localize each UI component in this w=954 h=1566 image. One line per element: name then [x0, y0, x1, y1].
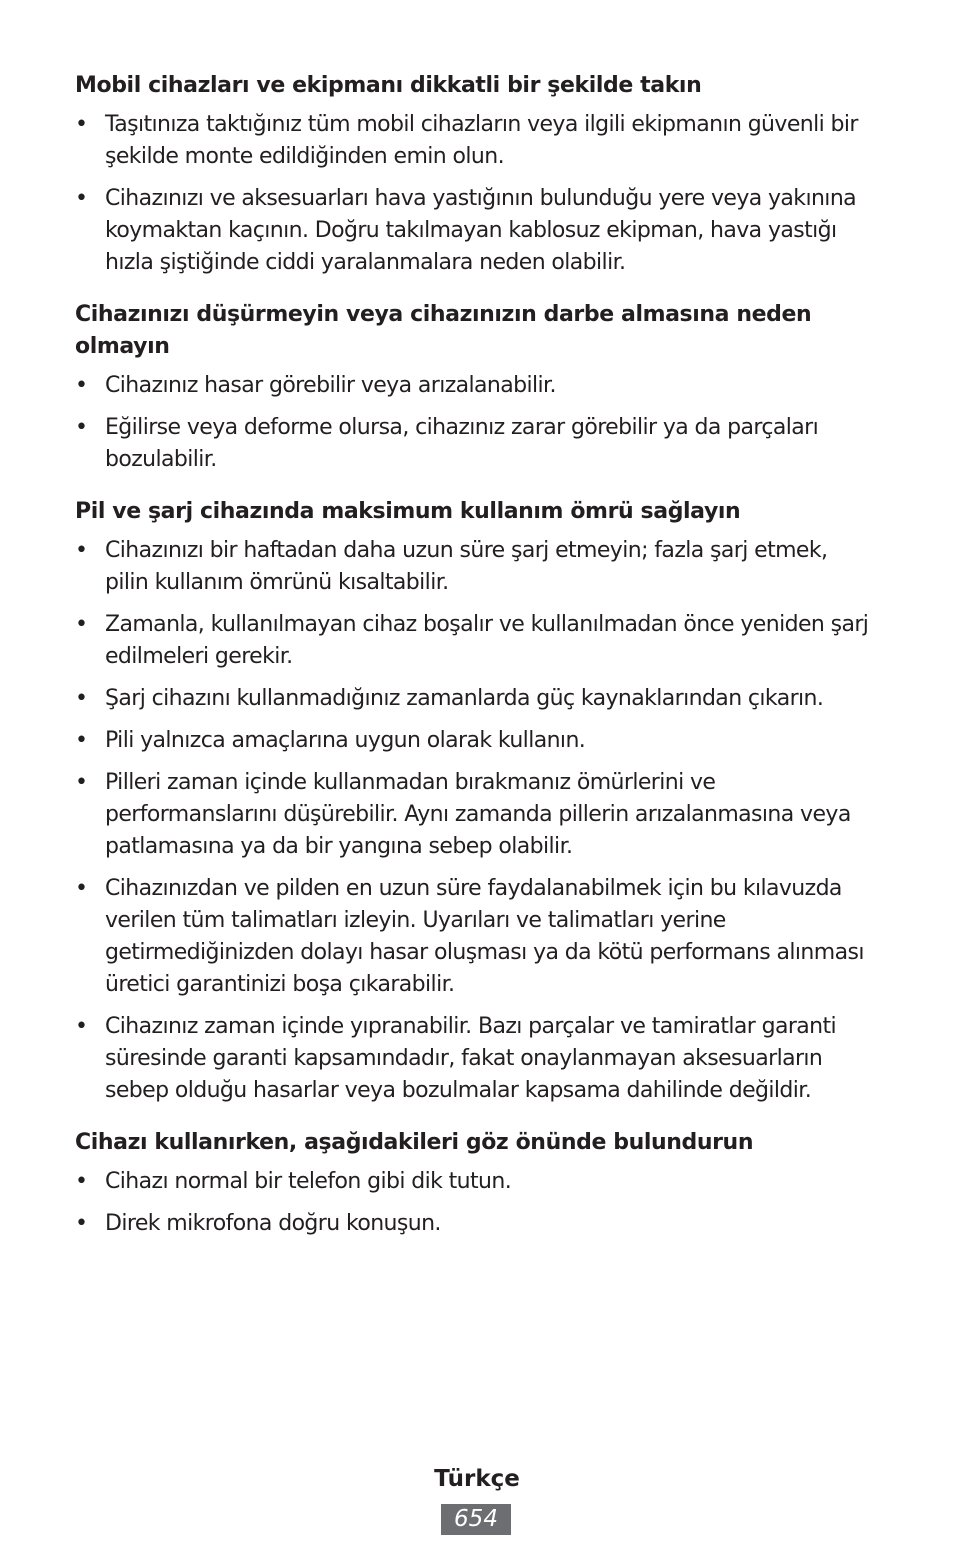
section-heading: Pil ve şarj cihazında maksimum kullanım ömrü sağlayın — [75, 499, 741, 524]
list-item-text: Cihazınızı ve aksesuarları hava yastığının bulunduğu yere veya yakınına koymaktan kaçının. Doğru takılmayan kablosuz ekipman, hava yastığı hızla şiştiğinde ciddi yaralanmalara neden olabilir. — [105, 186, 857, 275]
list-item — [75, 1011, 875, 1107]
list-item-text: Zamanla, kullanılmayan cihaz boşalır ve kullanılmadan önce yeniden şarj edilmeleri gerekir. — [105, 612, 869, 669]
bullet-icon: • — [75, 876, 88, 901]
list-item — [75, 412, 875, 476]
list-item — [75, 767, 875, 863]
list-item-text: Cihazınızı bir haftadan daha uzun süre şarj etmeyin; fazla şarj etmek, pilin kullanım ömrünü kısaltabilir. — [105, 538, 828, 595]
list-item — [75, 683, 875, 715]
list-item — [75, 109, 875, 173]
document-body — [75, 70, 875, 1260]
section-do-not-drop — [75, 299, 875, 476]
list-item — [75, 183, 875, 279]
bullet-icon: • — [75, 538, 88, 563]
section-battery-life — [75, 496, 875, 1107]
section-heading: Cihazınızı düşürmeyin veya cihazınızın darbe almasına neden olmayın — [75, 302, 812, 359]
bullet-icon: • — [75, 373, 88, 398]
list-item — [75, 1208, 875, 1240]
bullet-icon: • — [75, 415, 88, 440]
list-item — [75, 725, 875, 757]
bullet-icon: • — [75, 1014, 88, 1039]
list-item — [75, 873, 875, 1001]
list-item — [75, 1166, 875, 1198]
list-item-text: Taşıtınıza taktığınız tüm mobil cihazların veya ilgili ekipmanın güvenli bir şekilde monte edildiğinden emin olun. — [105, 112, 858, 169]
bullet-icon: • — [75, 112, 88, 137]
bullet-icon: • — [75, 1169, 88, 1194]
list-item-text: Pilleri zaman içinde kullanmadan bırakmanız ömürlerini ve performanslarını düşürebilir. Aynı zamanda pillerin arızalanmasına veya patlamasına ya da bir yangına sebep olabilir. — [105, 770, 851, 859]
list-item — [75, 370, 875, 402]
list-item-text: Cihazınız hasar görebilir veya arızalanabilir. — [105, 373, 556, 398]
bullet-icon: • — [75, 1211, 88, 1236]
list-item-text: Pili yalnızca amaçlarına uygun olarak kullanın. — [105, 728, 586, 753]
bullet-icon: • — [75, 686, 88, 711]
list-item — [75, 535, 875, 599]
footer-language-label: Türkçe — [434, 1466, 520, 1492]
bullet-icon: • — [75, 728, 88, 753]
bullet-icon: • — [75, 186, 88, 211]
bullet-icon: • — [75, 770, 88, 795]
bullet-list — [75, 109, 875, 279]
list-item-text: Cihazınızdan ve pilden en uzun süre faydalanabilmek için bu kılavuzda verilen tüm talimatları izleyin. Uyarıları ve talimatları yerine getirmediğinizden dolayı hasar oluşması ya da kötü performans alınması üretici garantinizi boşa çıkarabilir. — [105, 876, 864, 997]
list-item-text: Şarj cihazını kullanmadığınız zamanlarda güç kaynaklarından çıkarın. — [105, 686, 824, 711]
section-mount-devices — [75, 70, 875, 279]
bullet-list — [75, 1166, 875, 1240]
section-heading: Mobil cihazları ve ekipmanı dikkatli bir şekilde takın — [75, 73, 702, 98]
list-item-text: Cihazı normal bir telefon gibi dik tutun. — [105, 1169, 512, 1194]
list-item-text: Direk mikrofona doğru konuşun. — [105, 1211, 441, 1236]
list-item-text: Cihazınız zaman içinde yıpranabilir. Bazı parçalar ve tamiratlar garanti süresinde garanti kapsamındadır, fakat onaylanmayan aksesuarların sebep olduğu hasarlar veya bozulmalar kapsama dahilinde değildir. — [105, 1014, 837, 1103]
bullet-list — [75, 370, 875, 476]
list-item — [75, 609, 875, 673]
section-usage — [75, 1127, 875, 1240]
page-number-badge: 654 — [441, 1504, 511, 1535]
list-item-text: Eğilirse veya deforme olursa, cihazınız zarar görebilir ya da parçaları bozulabilir. — [105, 415, 819, 472]
section-heading: Cihazı kullanırken, aşağıdakileri göz önünde bulundurun — [75, 1130, 754, 1155]
bullet-list — [75, 535, 875, 1107]
bullet-icon: • — [75, 612, 88, 637]
